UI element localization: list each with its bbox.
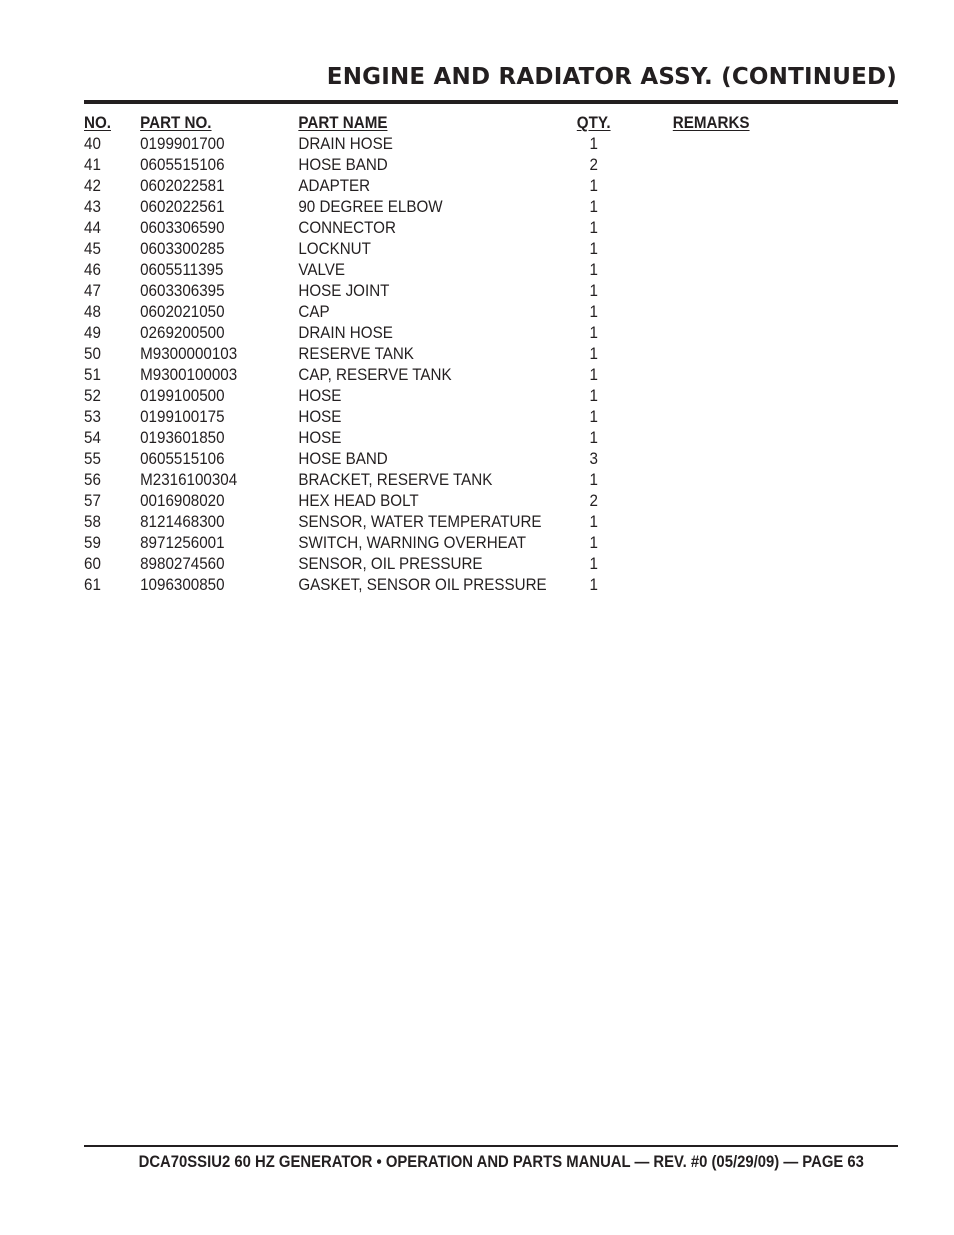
cell-part-name: GASKET, SENSOR OIL PRESSURE (298, 576, 547, 594)
cell-part-no: 0603306395 (140, 282, 225, 300)
cell-qty: 2 (589, 492, 598, 510)
cell-part-name: LOCKNUT (298, 240, 371, 258)
table-row (84, 323, 783, 344)
cell-part-no: 0269200500 (140, 324, 225, 342)
cell-part-no: 0602022561 (140, 198, 225, 216)
cell-qty: 1 (589, 261, 598, 279)
cell-qty: 1 (589, 219, 598, 237)
column-header-no: NO. (84, 114, 111, 132)
cell-no: 54 (84, 429, 101, 447)
table-row (84, 281, 783, 302)
cell-part-no: M9300100003 (140, 366, 238, 384)
cell-qty: 1 (589, 534, 598, 552)
table-row (84, 155, 783, 176)
table-row (84, 239, 783, 260)
cell-part-name: 90 DEGREE ELBOW (298, 198, 443, 216)
cell-part-name: DRAIN HOSE (298, 135, 393, 153)
cell-no: 53 (84, 408, 101, 426)
cell-part-name: HOSE (298, 387, 342, 405)
cell-qty: 1 (589, 471, 598, 489)
table-row (84, 470, 783, 491)
cell-qty: 1 (589, 198, 598, 216)
cell-part-name: CONNECTOR (298, 219, 396, 237)
cell-part-name: HOSE JOINT (298, 282, 390, 300)
cell-no: 43 (84, 198, 101, 216)
table-row (84, 197, 783, 218)
cell-no: 49 (84, 324, 101, 342)
cell-no: 61 (84, 576, 101, 594)
table-row (84, 575, 783, 596)
cell-part-no: 8980274560 (140, 555, 225, 573)
table-header-row (84, 113, 783, 134)
cell-qty: 1 (589, 324, 598, 342)
cell-part-name: ADAPTER (298, 177, 371, 195)
cell-part-name: SENSOR, WATER TEMPERATURE (298, 513, 542, 531)
table-row (84, 428, 783, 449)
cell-part-no: 0603306590 (140, 219, 225, 237)
table-row (84, 134, 783, 155)
cell-qty: 3 (589, 450, 598, 468)
cell-no: 56 (84, 471, 101, 489)
cell-qty: 1 (589, 387, 598, 405)
cell-qty: 1 (589, 177, 598, 195)
parts-table (84, 113, 844, 596)
table-row (84, 533, 783, 554)
cell-part-name: HOSE BAND (298, 450, 388, 468)
cell-part-no: 0602022581 (140, 177, 225, 195)
column-header-part-no: PART NO. (140, 114, 212, 132)
table-row (84, 218, 783, 239)
table-row (84, 365, 783, 386)
table-row (84, 176, 783, 197)
cell-part-name: DRAIN HOSE (298, 324, 393, 342)
cell-part-no: 0193601850 (140, 429, 225, 447)
cell-part-no: 8971256001 (140, 534, 225, 552)
cell-qty: 1 (589, 135, 598, 153)
cell-part-name: VALVE (298, 261, 346, 279)
cell-qty: 1 (589, 576, 598, 594)
cell-part-no: 0199100500 (140, 387, 225, 405)
cell-no: 50 (84, 345, 101, 363)
cell-part-name: CAP (298, 303, 330, 321)
table-row (84, 386, 783, 407)
cell-part-name: SWITCH, WARNING OVERHEAT (298, 534, 527, 552)
table-body (84, 134, 844, 596)
cell-part-name: HEX HEAD BOLT (298, 492, 419, 510)
cell-part-no: 0199901700 (140, 135, 225, 153)
cell-part-name: CAP, RESERVE TANK (298, 366, 452, 384)
cell-part-no: 0605515106 (140, 156, 225, 174)
page-footer: DCA70SSIU2 60 HZ GENERATOR • OPERATION AND PARTS MANUAL — REV. #0 (05/29/09) — PAGE 63 (138, 1153, 864, 1171)
cell-part-no: 0602021050 (140, 303, 225, 321)
cell-no: 46 (84, 261, 101, 279)
cell-qty: 1 (589, 345, 598, 363)
cell-no: 42 (84, 177, 101, 195)
cell-part-name: SENSOR, OIL PRESSURE (298, 555, 483, 573)
cell-part-name: HOSE (298, 408, 342, 426)
cell-part-no: 8121468300 (140, 513, 225, 531)
cell-part-no: 0605511395 (140, 261, 224, 279)
table-row (84, 491, 783, 512)
cell-no: 48 (84, 303, 101, 321)
cell-no: 51 (84, 366, 101, 384)
cell-no: 52 (84, 387, 101, 405)
cell-qty: 1 (589, 303, 598, 321)
cell-no: 59 (84, 534, 101, 552)
cell-qty: 1 (589, 366, 598, 384)
cell-part-name: RESERVE TANK (298, 345, 414, 363)
table-row (84, 449, 783, 470)
cell-part-no: 0016908020 (140, 492, 225, 510)
cell-no: 47 (84, 282, 101, 300)
cell-qty: 1 (589, 282, 598, 300)
cell-no: 55 (84, 450, 101, 468)
page-title: ENGINE AND RADIATOR ASSY. (CONTINUED) (326, 64, 897, 90)
cell-part-name: HOSE BAND (298, 156, 388, 174)
column-header-qty: QTY. (576, 114, 611, 132)
cell-part-no: 0605515106 (140, 450, 225, 468)
table-row (84, 302, 783, 323)
cell-qty: 1 (589, 513, 598, 531)
column-header-part-name: PART NAME (298, 114, 388, 132)
cell-part-no: 0199100175 (140, 408, 225, 426)
cell-no: 58 (84, 513, 101, 531)
cell-part-no: 1096300850 (140, 576, 225, 594)
table-row (84, 260, 783, 281)
cell-qty: 1 (589, 555, 598, 573)
cell-part-name: BRACKET, RESERVE TANK (298, 471, 493, 489)
cell-no: 40 (84, 135, 101, 153)
footer-divider (84, 1145, 898, 1147)
cell-qty: 1 (589, 240, 598, 258)
table-row (84, 407, 783, 428)
table-row (84, 554, 783, 575)
cell-part-no: M2316100304 (140, 471, 238, 489)
cell-part-no: 0603300285 (140, 240, 225, 258)
cell-no: 44 (84, 219, 101, 237)
cell-no: 57 (84, 492, 101, 510)
cell-part-no: M9300000103 (140, 345, 238, 363)
cell-qty: 2 (589, 156, 598, 174)
table-row (84, 344, 783, 365)
table-row (84, 512, 783, 533)
cell-no: 45 (84, 240, 101, 258)
cell-no: 41 (84, 156, 101, 174)
cell-qty: 1 (589, 429, 598, 447)
cell-part-name: HOSE (298, 429, 342, 447)
title-divider (84, 100, 898, 104)
column-header-remarks: REMARKS (672, 114, 750, 132)
cell-no: 60 (84, 555, 101, 573)
cell-qty: 1 (589, 408, 598, 426)
